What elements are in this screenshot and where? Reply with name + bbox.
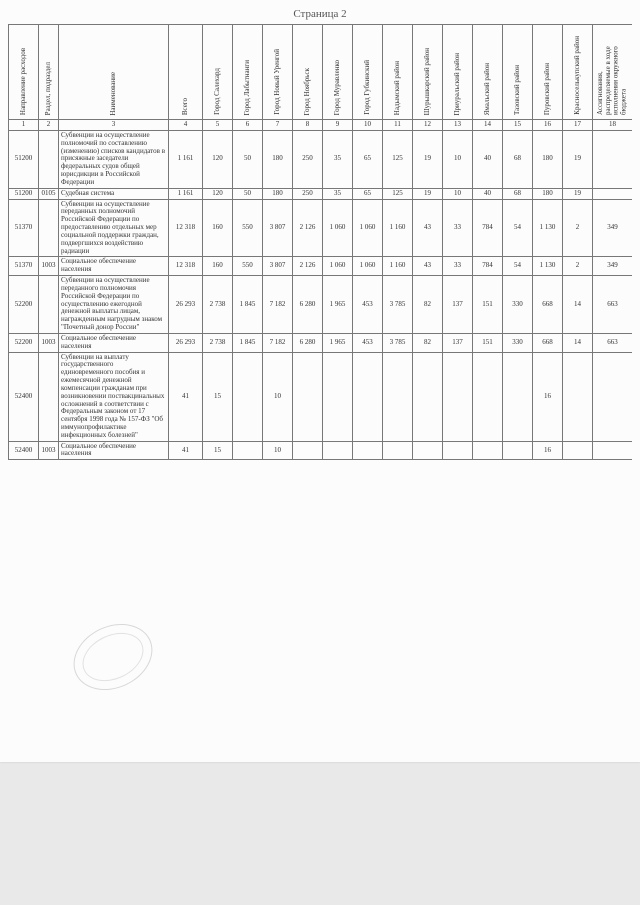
table-row <box>9 352 633 441</box>
value-cell: 19 <box>413 131 443 189</box>
value-cell: 137 <box>443 333 473 352</box>
value-cell: 1 060 <box>323 199 353 257</box>
value-cell: 10 <box>443 131 473 189</box>
value-cell: 2 738 <box>203 333 233 352</box>
value-cell: 41 <box>169 441 203 460</box>
value-cell: 550 <box>233 257 263 276</box>
value-cell: 50 <box>233 131 263 189</box>
section-cell <box>39 131 59 189</box>
column-header <box>593 25 633 120</box>
value-cell: 65 <box>353 131 383 189</box>
value-cell: 7 182 <box>263 333 293 352</box>
column-header <box>39 25 59 120</box>
value-cell: 349 <box>593 199 633 257</box>
value-cell <box>353 441 383 460</box>
column-header <box>263 25 293 120</box>
value-cell: 784 <box>473 199 503 257</box>
column-number: 9 <box>323 120 353 131</box>
value-cell: 160 <box>203 257 233 276</box>
value-cell: 15 <box>203 352 233 441</box>
table-row <box>9 257 633 276</box>
value-cell: 16 <box>533 352 563 441</box>
value-cell: 1 161 <box>169 131 203 189</box>
value-cell <box>353 352 383 441</box>
value-cell <box>563 352 593 441</box>
value-cell <box>503 441 533 460</box>
value-cell: 68 <box>503 188 533 199</box>
value-cell <box>473 441 503 460</box>
column-header <box>293 25 323 120</box>
value-cell: 180 <box>263 131 293 189</box>
value-cell: 668 <box>533 276 563 334</box>
value-cell <box>443 441 473 460</box>
column-number: 10 <box>353 120 383 131</box>
value-cell: 2 738 <box>203 276 233 334</box>
value-cell: 14 <box>563 276 593 334</box>
section-cell <box>39 352 59 441</box>
value-cell: 54 <box>503 199 533 257</box>
column-number: 12 <box>413 120 443 131</box>
column-header-label: Город Ноябрьск <box>302 67 311 116</box>
column-header <box>503 25 533 120</box>
column-header <box>59 25 169 120</box>
value-cell: 19 <box>563 131 593 189</box>
value-cell: 26 293 <box>169 333 203 352</box>
column-number: 17 <box>563 120 593 131</box>
value-cell: 1 160 <box>383 257 413 276</box>
value-cell: 19 <box>413 188 443 199</box>
column-header-label: Город Муравленко <box>332 59 341 116</box>
value-cell: 26 293 <box>169 276 203 334</box>
column-header-label: Приуральский район <box>452 52 461 116</box>
name-cell: Социальное обеспечение населения <box>59 333 169 352</box>
value-cell: 1 161 <box>169 188 203 199</box>
value-cell: 151 <box>473 333 503 352</box>
name-cell: Судебная система <box>59 188 169 199</box>
value-cell: 54 <box>503 257 533 276</box>
table-row <box>9 199 633 257</box>
section-cell: 1003 <box>39 441 59 460</box>
value-cell <box>293 352 323 441</box>
value-cell <box>413 352 443 441</box>
value-cell: 120 <box>203 188 233 199</box>
name-cell: Субвенции на осуществление переданного полномочия Российской Федерации по осуществлению ежегодной денежной выплаты лицам, награжденным нагрудным знаком "Почетный донор России" <box>59 276 169 334</box>
value-cell: 41 <box>169 352 203 441</box>
column-header-label: Город Губкинский <box>362 60 371 116</box>
section-cell: 0105 <box>39 188 59 199</box>
expense-direction-cell: 51200 <box>9 188 39 199</box>
value-cell <box>593 441 633 460</box>
column-number: 16 <box>533 120 563 131</box>
value-cell: 1 060 <box>323 257 353 276</box>
column-header-label: Город Новый Уренгой <box>272 49 281 116</box>
value-cell: 3 807 <box>263 257 293 276</box>
value-cell <box>233 352 263 441</box>
value-cell: 250 <box>293 131 323 189</box>
value-cell: 1 060 <box>353 199 383 257</box>
section-cell: 1003 <box>39 257 59 276</box>
name-cell: Социальное обеспечение населения <box>59 441 169 460</box>
column-header-label: Шурышкарский район <box>422 47 431 116</box>
column-number: 11 <box>383 120 413 131</box>
value-cell: 1 845 <box>233 276 263 334</box>
expense-direction-cell: 51370 <box>9 257 39 276</box>
value-cell <box>503 352 533 441</box>
column-number: 1 <box>9 120 39 131</box>
value-cell: 14 <box>563 333 593 352</box>
value-cell: 2 <box>563 199 593 257</box>
value-cell: 2 <box>563 257 593 276</box>
section-cell <box>39 276 59 334</box>
value-cell <box>593 352 633 441</box>
value-cell: 10 <box>263 441 293 460</box>
value-cell: 2 126 <box>293 257 323 276</box>
expense-direction-cell: 52200 <box>9 333 39 352</box>
expense-direction-cell: 52400 <box>9 352 39 441</box>
column-header <box>9 25 39 120</box>
value-cell: 550 <box>233 199 263 257</box>
budget-table <box>8 24 632 460</box>
value-cell: 137 <box>443 276 473 334</box>
value-cell: 160 <box>203 199 233 257</box>
value-cell: 15 <box>203 441 233 460</box>
value-cell: 1 130 <box>533 257 563 276</box>
value-cell: 43 <box>413 199 443 257</box>
table-container <box>8 24 632 754</box>
value-cell: 3 785 <box>383 333 413 352</box>
value-cell <box>563 441 593 460</box>
column-header-label: Город Лабытнанги <box>242 59 251 116</box>
column-number: 6 <box>233 120 263 131</box>
column-number: 8 <box>293 120 323 131</box>
column-header <box>443 25 473 120</box>
name-cell: Субвенции на осуществление полномочий по составлению (изменению) списков кандидатов в присяжные заседатели федеральных судов общей юрисдикции в Российской Федерации <box>59 131 169 189</box>
column-header <box>323 25 353 120</box>
column-header-label: Ассигнования, распределяемые в ходе исполнения окружного бюджета <box>595 46 628 116</box>
value-cell: 50 <box>233 188 263 199</box>
column-header <box>353 25 383 120</box>
value-cell: 784 <box>473 257 503 276</box>
column-number: 13 <box>443 120 473 131</box>
header-row <box>9 25 633 120</box>
table-row <box>9 131 633 189</box>
value-cell: 125 <box>383 131 413 189</box>
name-cell: Субвенции на выплату государственного единовременного пособия и ежемесячной денежной компенсации гражданам при возникновении поствакцинальных осложнений в соответствии с Федеральным законом от 17 сентября 1998 года № 157-ФЗ "Об иммунопрофилактике инфекционных болезней" <box>59 352 169 441</box>
value-cell: 68 <box>503 131 533 189</box>
value-cell: 330 <box>503 276 533 334</box>
value-cell: 1 160 <box>383 199 413 257</box>
value-cell: 40 <box>473 131 503 189</box>
value-cell: 82 <box>413 333 443 352</box>
column-number: 18 <box>593 120 633 131</box>
expense-direction-cell: 52200 <box>9 276 39 334</box>
value-cell <box>293 441 323 460</box>
value-cell: 35 <box>323 131 353 189</box>
column-header-label: Всего <box>180 98 189 116</box>
value-cell: 6 280 <box>293 333 323 352</box>
value-cell: 1 130 <box>533 199 563 257</box>
column-number: 2 <box>39 120 59 131</box>
column-header <box>563 25 593 120</box>
column-header-label: Красноселькупский район <box>572 36 581 116</box>
column-header-label: Город Салехард <box>212 68 221 116</box>
value-cell: 82 <box>413 276 443 334</box>
value-cell: 663 <box>593 276 633 334</box>
table-row <box>9 276 633 334</box>
value-cell: 35 <box>323 188 353 199</box>
value-cell: 349 <box>593 257 633 276</box>
value-cell: 250 <box>293 188 323 199</box>
value-cell <box>323 352 353 441</box>
value-cell: 16 <box>533 441 563 460</box>
section-cell <box>39 199 59 257</box>
value-cell: 3 807 <box>263 199 293 257</box>
value-cell: 2 126 <box>293 199 323 257</box>
column-number: 5 <box>203 120 233 131</box>
value-cell: 1 060 <box>353 257 383 276</box>
value-cell: 12 318 <box>169 199 203 257</box>
column-header-label: Раздел, подраздел <box>43 61 52 116</box>
value-cell: 10 <box>443 188 473 199</box>
value-cell: 10 <box>263 352 293 441</box>
column-header-label: Пуровский район <box>542 63 551 116</box>
expense-direction-cell: 52400 <box>9 441 39 460</box>
value-cell: 151 <box>473 276 503 334</box>
column-header <box>473 25 503 120</box>
column-header-label: Тазовский район <box>512 65 521 116</box>
value-cell: 125 <box>383 188 413 199</box>
value-cell <box>413 441 443 460</box>
value-cell: 19 <box>563 188 593 199</box>
table-row <box>9 441 633 460</box>
value-cell <box>233 441 263 460</box>
value-cell <box>593 188 633 199</box>
page-number-label: Страница 2 <box>293 8 347 20</box>
column-number: 4 <box>169 120 203 131</box>
column-header <box>533 25 563 120</box>
value-cell: 180 <box>533 131 563 189</box>
value-cell: 180 <box>263 188 293 199</box>
column-header-label: Ямальский район <box>482 62 491 116</box>
column-number: 15 <box>503 120 533 131</box>
column-number: 3 <box>59 120 169 131</box>
column-number-row <box>9 120 633 131</box>
column-number: 14 <box>473 120 503 131</box>
value-cell <box>473 352 503 441</box>
value-cell: 33 <box>443 257 473 276</box>
value-cell: 668 <box>533 333 563 352</box>
value-cell: 663 <box>593 333 633 352</box>
value-cell: 33 <box>443 199 473 257</box>
value-cell: 330 <box>503 333 533 352</box>
expense-direction-cell: 51370 <box>9 199 39 257</box>
table-row <box>9 188 633 199</box>
table-row <box>9 333 633 352</box>
value-cell: 12 318 <box>169 257 203 276</box>
value-cell: 3 785 <box>383 276 413 334</box>
name-cell: Субвенции на осуществление переданных полномочий Российской Федерации по предоставлению отдельных мер социальной поддержки граждан, подвергшихся воздействию радиации <box>59 199 169 257</box>
value-cell: 7 182 <box>263 276 293 334</box>
table-body <box>9 131 633 460</box>
value-cell: 65 <box>353 188 383 199</box>
value-cell: 120 <box>203 131 233 189</box>
value-cell <box>443 352 473 441</box>
value-cell: 1 845 <box>233 333 263 352</box>
column-header <box>233 25 263 120</box>
value-cell: 6 280 <box>293 276 323 334</box>
expense-direction-cell: 51200 <box>9 131 39 189</box>
column-header-label: Направление расходов <box>18 48 27 116</box>
value-cell: 453 <box>353 276 383 334</box>
value-cell: 43 <box>413 257 443 276</box>
value-cell: 40 <box>473 188 503 199</box>
column-header <box>169 25 203 120</box>
value-cell: 180 <box>533 188 563 199</box>
value-cell: 1 965 <box>323 276 353 334</box>
value-cell <box>593 131 633 189</box>
section-cell: 1003 <box>39 333 59 352</box>
value-cell <box>383 441 413 460</box>
column-header-label: Наименование <box>108 71 117 116</box>
value-cell <box>323 441 353 460</box>
column-header <box>413 25 443 120</box>
name-cell: Социальное обеспечение населения <box>59 257 169 276</box>
column-number: 7 <box>263 120 293 131</box>
column-header <box>383 25 413 120</box>
value-cell: 1 965 <box>323 333 353 352</box>
value-cell <box>383 352 413 441</box>
column-header-label: Надымский район <box>392 60 401 116</box>
column-header <box>203 25 233 120</box>
value-cell: 453 <box>353 333 383 352</box>
